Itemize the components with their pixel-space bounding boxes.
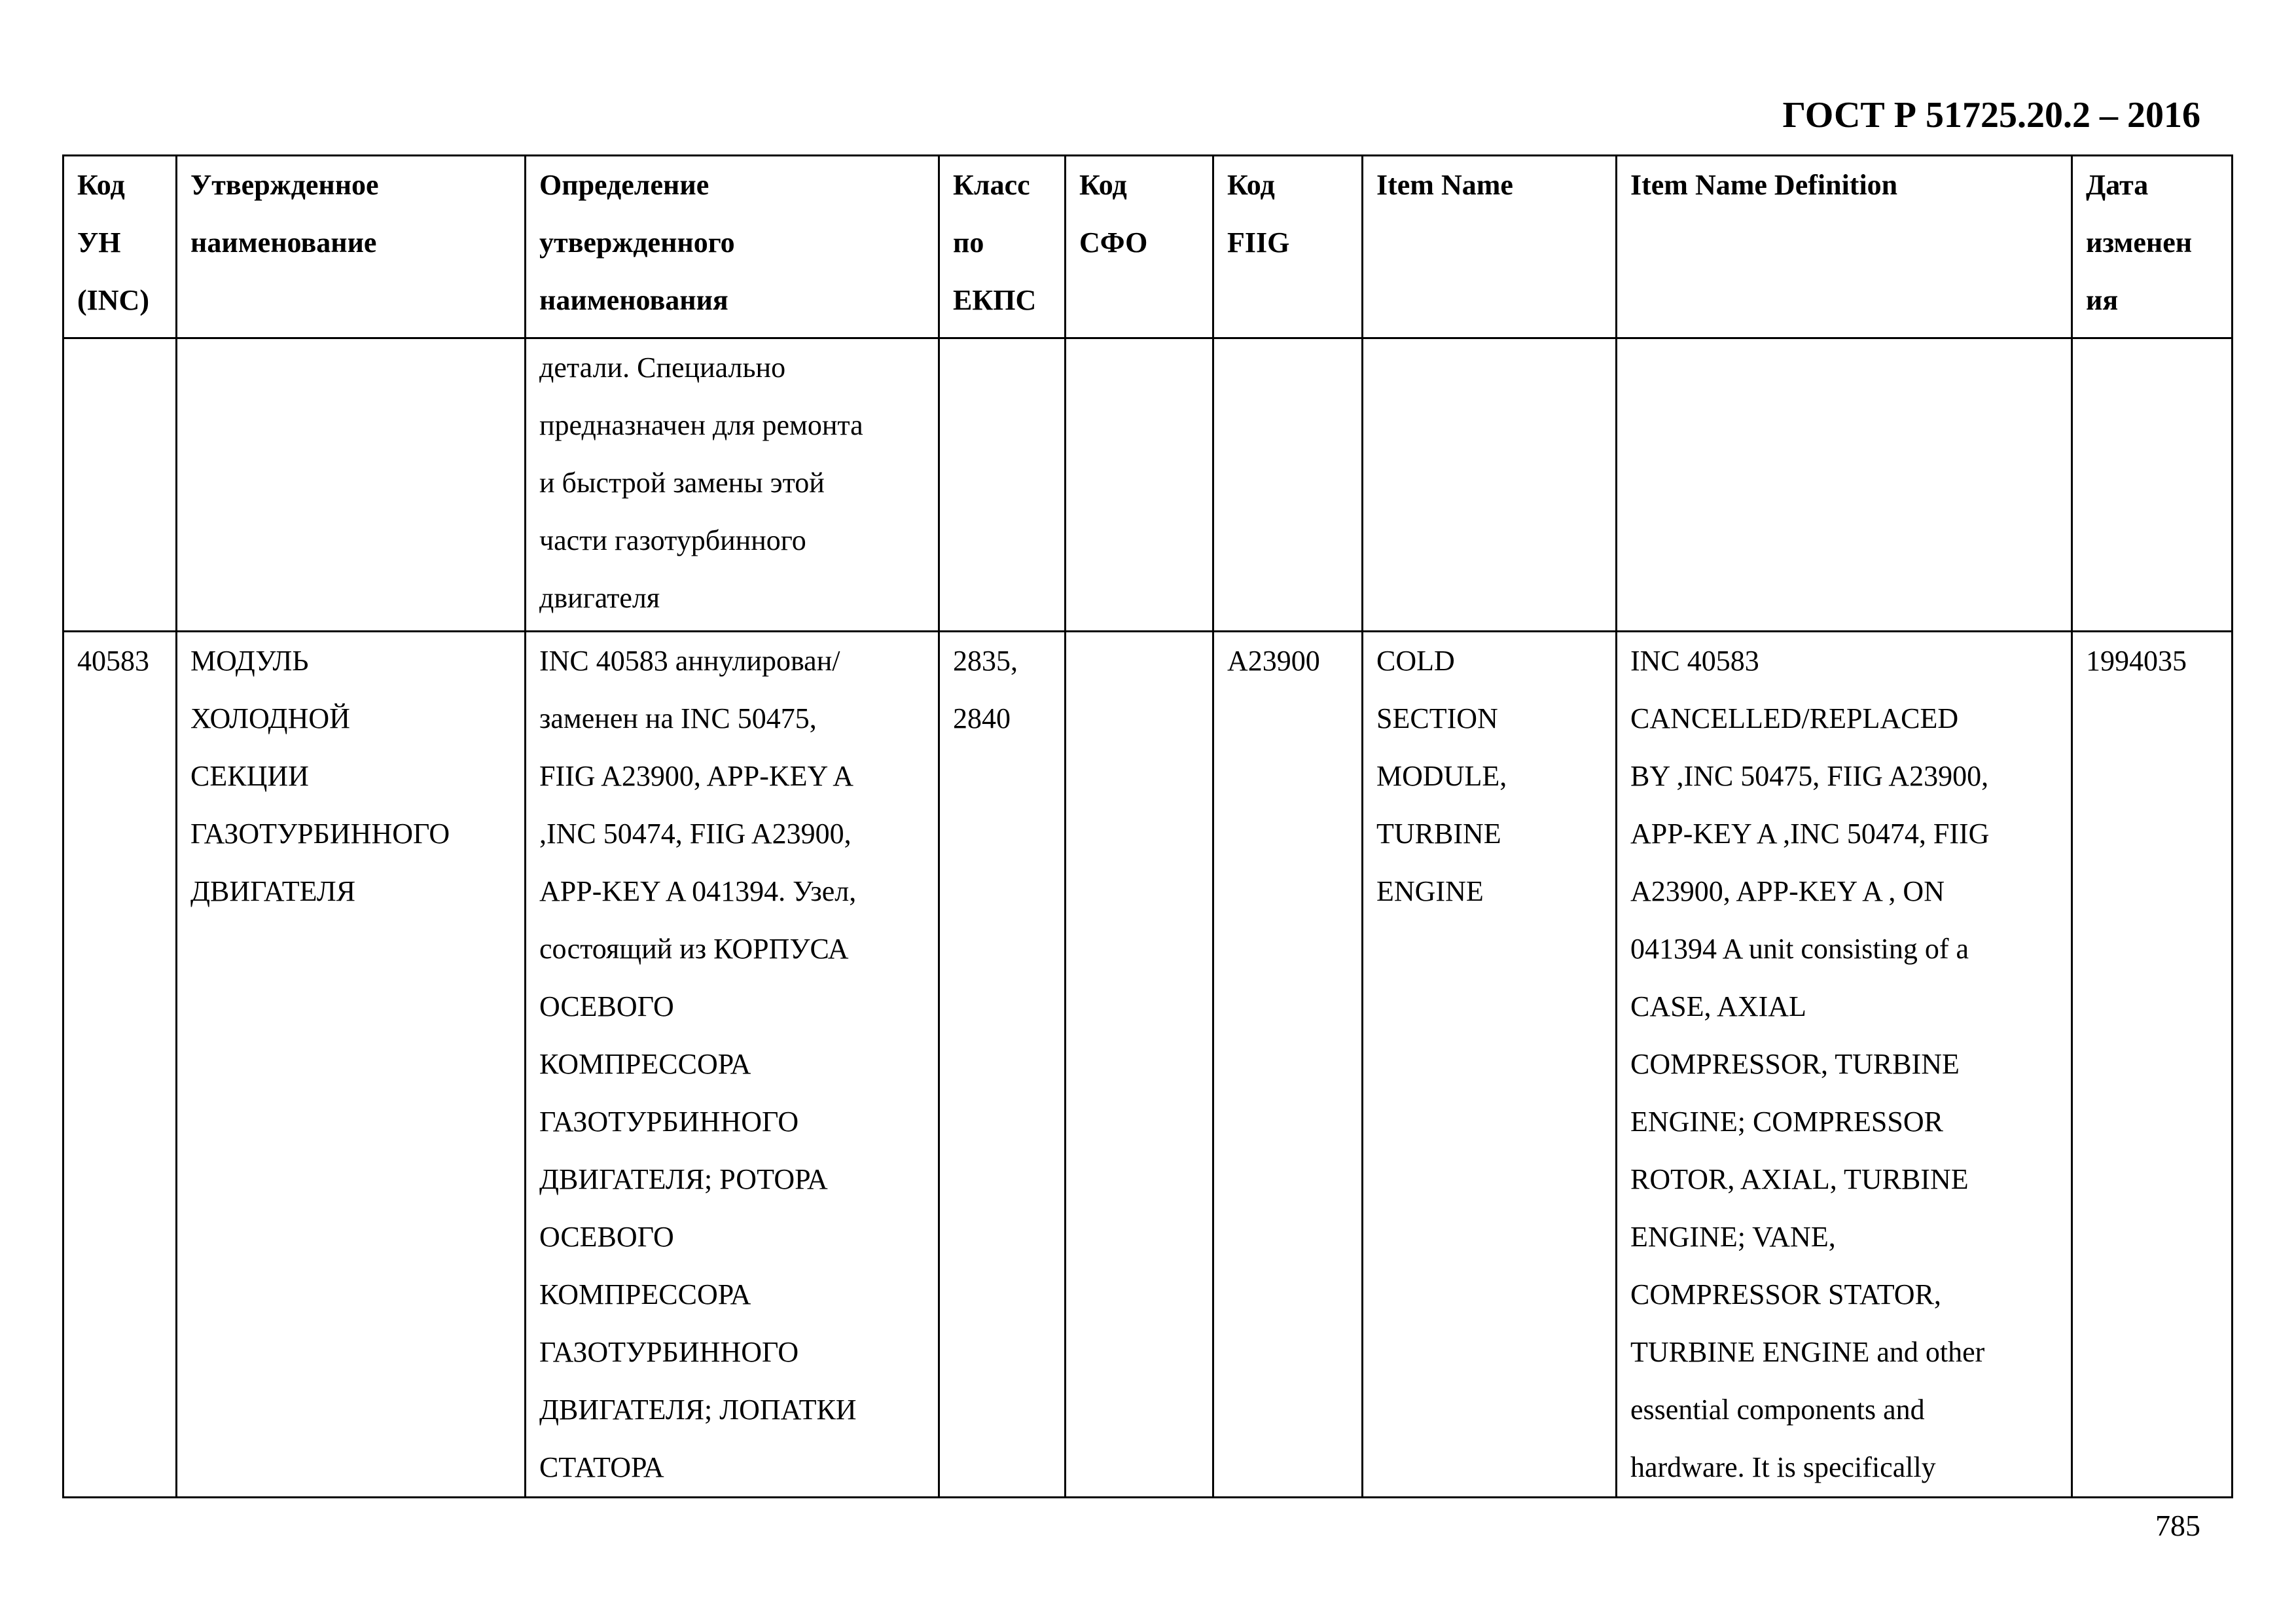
page-number: 785 [2155, 1509, 2200, 1542]
table-row [63, 338, 2233, 632]
table-row [63, 632, 2233, 1498]
column-header-item-name: Item Name [1363, 156, 1617, 338]
inc-cell: 40583 [63, 632, 177, 1498]
inc-cell [63, 338, 177, 632]
fiig-cell: A23900 [1213, 632, 1363, 1498]
column-header-definition: Определение утвержденного наименования [526, 156, 939, 338]
change-date-cell [2072, 338, 2233, 632]
approved-name-cell: МОДУЛЬ ХОЛОДНОЙ СЕКЦИИ ГАЗОТУРБИННОГО ДВИГАТЕЛЯ [177, 632, 526, 1498]
definition-cell: детали. Специально предназначен для ремонта и быстрой замены этой части газотурбинного двигателя [526, 338, 939, 632]
definition-cell: INC 40583 аннулирован/ заменен на INC 50475, FIIG A23900, APP-KEY A ,INC 50474, FIIG A23900, APP-KEY A 041394. Узел, состоящий из КОРПУСА ОСЕВОГО КОМПРЕССОРА ГАЗОТУРБИННОГО ДВИГАТЕЛЯ; РОТОРА ОСЕВОГО КОМПРЕССОРА ГАЗОТУРБИННОГО ДВИГАТЕЛЯ; ЛОПАТКИ СТАТОРА [526, 632, 939, 1498]
sfo-code-cell [1066, 338, 1213, 632]
column-header-change-date: Дата изменен ия [2072, 156, 2233, 338]
class-cell: 2835, 2840 [939, 632, 1066, 1498]
item-name-definition-cell [1617, 338, 2072, 632]
column-header-item-name-definition: Item Name Definition [1617, 156, 2072, 338]
column-header-inc: Код УН (INC) [63, 156, 177, 338]
item-name-definition-cell: INC 40583 CANCELLED/REPLACED BY ,INC 50475, FIIG A23900, APP-KEY A ,INC 50474, FIIG A23900, APP-KEY A , ON 041394 A unit consisting of a CASE, AXIAL COMPRESSOR, TURBINE ENGINE; COMPRESSOR ROTOR, AXIAL, TURBINE ENGINE; VANE, COMPRESSOR STATOR, TURBINE ENGINE and other essential components and hardware. It is specifically [1617, 632, 2072, 1498]
item-name-cell [1363, 338, 1617, 632]
column-header-class: Класс по ЕКПС [939, 156, 1066, 338]
column-header-approved-name: Утвержденное наименование [177, 156, 526, 338]
approved-name-cell [177, 338, 526, 632]
column-header-sfo-code: Код СФО [1066, 156, 1213, 338]
catalog-table [62, 154, 2233, 1498]
sfo-code-cell [1066, 632, 1213, 1498]
class-cell [939, 338, 1066, 632]
standard-code-header: ГОСТ Р 51725.20.2 – 2016 [1782, 95, 2200, 135]
item-name-cell: COLD SECTION MODULE, TURBINE ENGINE [1363, 632, 1617, 1498]
change-date-cell: 1994035 [2072, 632, 2233, 1498]
fiig-cell [1213, 338, 1363, 632]
table-header-row [63, 156, 2233, 338]
column-header-fiig: Код FIIG [1213, 156, 1363, 338]
